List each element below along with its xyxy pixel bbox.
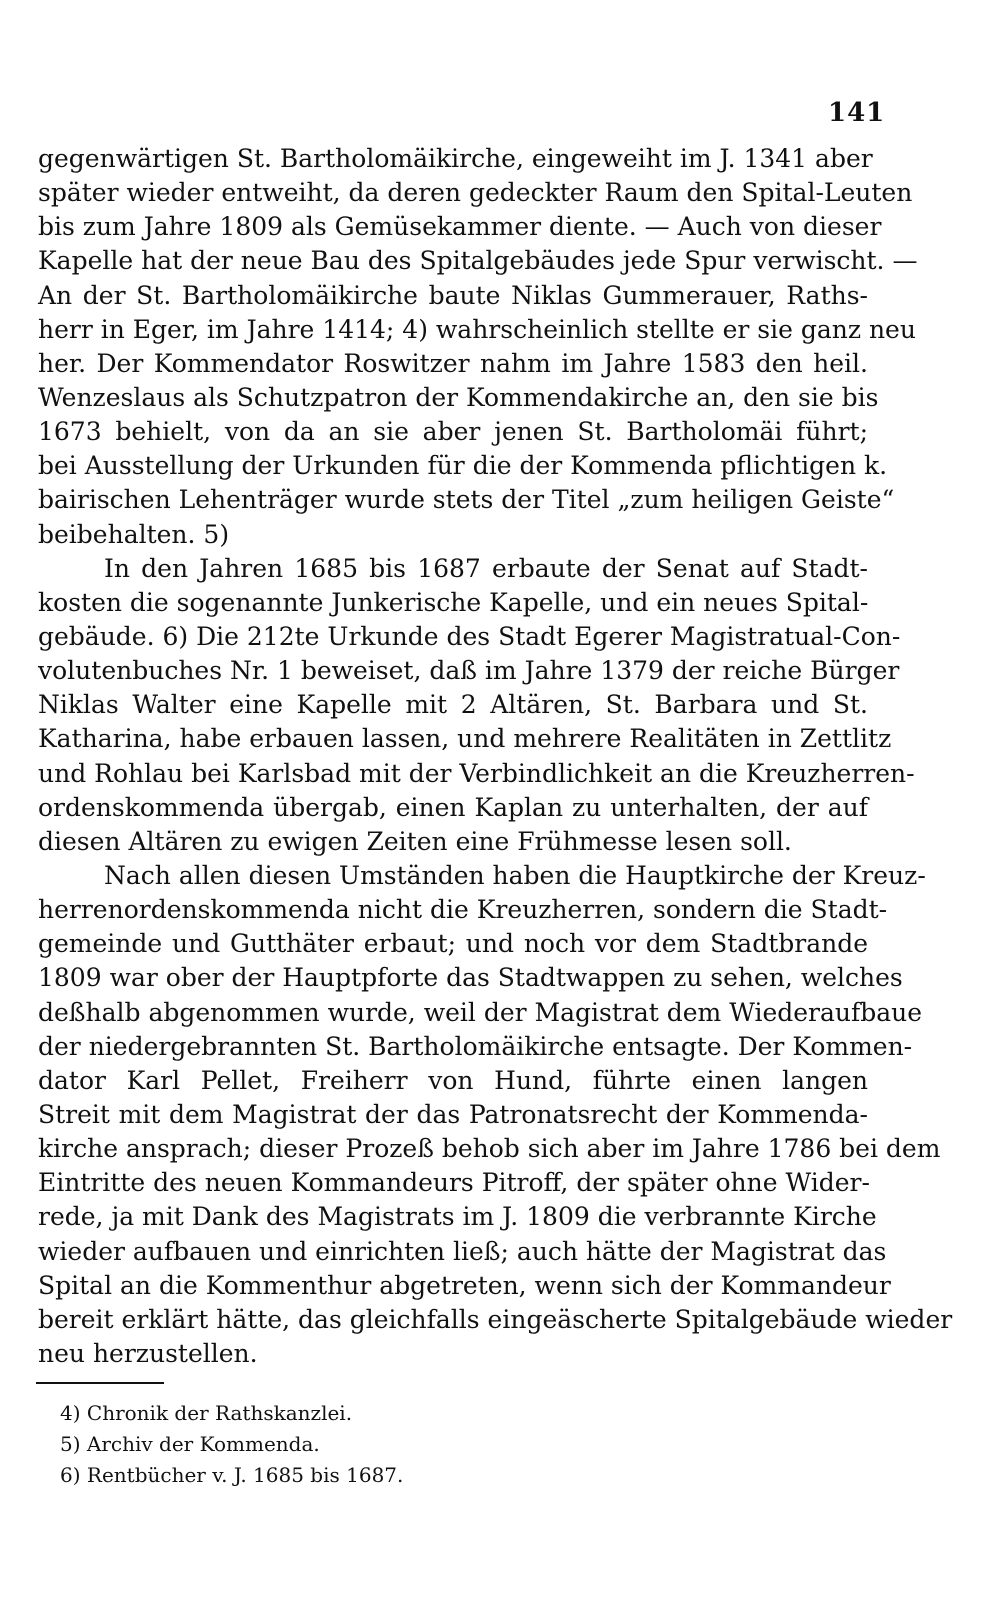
text-line: diesen Altären zu ewigen Zeiten eine Frühmesse lesen soll. [38, 826, 792, 856]
text-line: gemeinde und Gutthäter erbaut; und noch vor dem Stadtbrande [38, 929, 868, 959]
text-line: her. Der Kommendator Roswitzer nahm im Jahre 1583 den heil. [38, 348, 868, 378]
text-line: gegenwärtigen St. Bartholomäikirche, eingeweiht im J. 1341 aber [38, 144, 873, 173]
text-line: wieder aufbauen und einrichten ließ; auch hätte der Magistrat das [38, 1236, 887, 1266]
text-line: Eintritte des neuen Kommandeurs Pitroff, der später ohne Wider- [38, 1168, 870, 1198]
text-line: In den Jahren 1685 bis 1687 erbaute der Senat auf Stadt- [104, 553, 868, 583]
footnote: 5) Archiv der Kommenda. [60, 1432, 320, 1456]
text-line: Nach allen diesen Umständen haben die Hauptkirche der Kreuz- [104, 860, 926, 890]
text-line: neu herzustellen. [38, 1338, 258, 1368]
text-line: kirche ansprach; dieser Prozeß behob sich aber im Jahre 1786 bei dem [38, 1134, 941, 1164]
text-line: bei Ausstellung der Urkunden für die der Kommenda pflichtigen k. [38, 451, 888, 481]
text-line: Streit mit dem Magistrat der das Patronatsrecht der Kommenda- [38, 1099, 868, 1129]
text-line: dator Karl Pellet, Freiherr von Hund, führte einen langen [38, 1065, 868, 1095]
text-line: Spital an die Kommenthur abgetreten, wenn sich der Kommandeur [38, 1270, 891, 1300]
text-line: herrenordenskommenda nicht die Kreuzherren, sondern die Stadt- [38, 895, 888, 925]
text-line: 1673 behielt, von da an sie aber jenen St. Bartholomäi führt; [38, 417, 868, 447]
text-line: Katharina, habe erbauen lassen, und mehrere Realitäten in Zettlitz [38, 724, 892, 754]
footnote: 4) Chronik der Rathskanzlei. [60, 1401, 353, 1425]
body-text [38, 142, 953, 1371]
page-number: 141 [828, 98, 886, 128]
text-line: bis zum Jahre 1809 als Gemüsekammer diente. — Auch von dieser [38, 212, 882, 242]
text-line: kosten die sogenannte Junkerische Kapelle, und ein neues Spital- [38, 587, 869, 617]
footnote-divider [36, 1382, 164, 1384]
text-line: der niedergebrannten St. Bartholomäikirche entsagte. Der Kommen- [38, 1031, 913, 1061]
text-line: deßhalb abgenommen wurde, weil der Magistrat dem Wiederaufbaue [38, 997, 923, 1027]
text-line: und Rohlau bei Karlsbad mit der Verbindlichkeit an die Kreuzherren- [38, 758, 915, 788]
text-line: herr in Eger, im Jahre 1414; 4) wahrscheinlich stellte er sie ganz neu [38, 314, 916, 344]
text-line: An der St. Bartholomäikirche baute Niklas Gummerauer, Raths- [38, 280, 868, 310]
text-line: Kapelle hat der neue Bau des Spitalgebäudes jede Spur verwischt. — [38, 246, 918, 276]
footnote: 6) Rentbücher v. J. 1685 bis 1687. [60, 1463, 404, 1487]
text-line: später wieder entweiht, da deren gedeckter Raum den Spital-Leuten [38, 178, 913, 208]
text-line: Niklas Walter eine Kapelle mit 2 Altären, St. Barbara und St. [38, 690, 868, 720]
text-line: bairischen Lehenträger wurde stets der Titel „zum heiligen Geiste“ [38, 485, 895, 515]
text-line: gebäude. 6) Die 212te Urkunde des Stadt Egerer Magistratual-Con- [38, 621, 901, 651]
text-line: volutenbuches Nr. 1 beweiset, daß im Jahre 1379 der reiche Bürger [38, 656, 900, 686]
text-line: beibehalten. 5) [38, 519, 230, 549]
text-line: rede, ja mit Dank des Magistrats im J. 1809 die verbrannte Kirche [38, 1202, 877, 1232]
text-line: Wenzeslaus als Schutzpatron der Kommendakirche an, den sie bis [38, 382, 879, 412]
text-line: bereit erklärt hätte, das gleichfalls eingeäscherte Spitalgebäude wieder [38, 1304, 953, 1334]
footnotes [60, 1398, 560, 1491]
text-line: ordenskommenda übergab, einen Kaplan zu unterhalten, der auf [38, 792, 868, 822]
text-line: 1809 war ober der Hauptpforte das Stadtwappen zu sehen, welches [38, 963, 903, 993]
